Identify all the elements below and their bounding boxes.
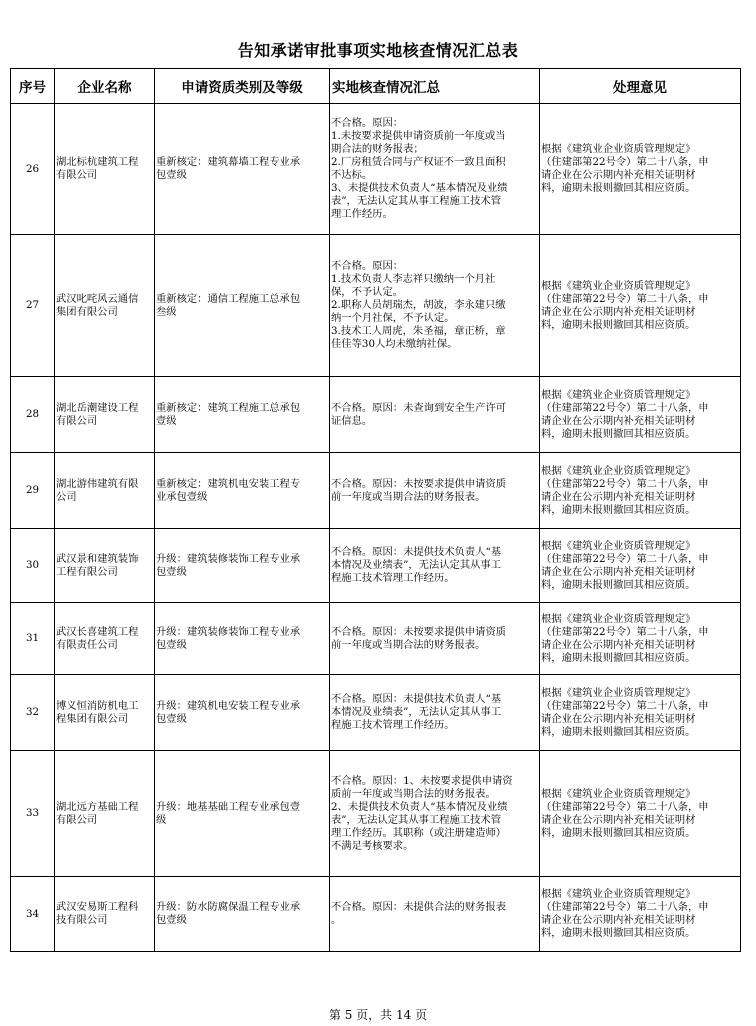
table-row (11, 529, 741, 603)
cell-opinion-line: 请企业在公示期内补充相关证明材 (541, 813, 696, 826)
cell-seq: 32 (11, 675, 55, 751)
cell-seq: 27 (11, 235, 55, 377)
cell-qualification-line: 重新核定：建筑机电安装工程专 (156, 477, 301, 490)
cell-check-line: 2、未提供技术负责人“基本情况及业绩 (331, 800, 508, 813)
cell-seq: 34 (11, 877, 55, 952)
cell-check-line: 表”，无法认定其从事工程施工技术管 (331, 195, 502, 207)
cell-company-line: 有限公司 (56, 169, 98, 181)
cell-opinion (540, 235, 741, 377)
cell-check-line: 前一年度或当期合法的财务报表。 (331, 490, 486, 503)
cell-check-line: 本情况及业绩表”，无法认定其从事工 (331, 559, 502, 571)
table-row (11, 453, 741, 529)
cell-qualification (155, 675, 330, 751)
cell-opinion (540, 877, 741, 952)
cell-check-line: 不合格。原因：未提供技术负责人“基 (331, 693, 502, 705)
cell-company-line: 有限公司 (56, 813, 98, 826)
cell-seq: 28 (11, 377, 55, 453)
cell-company-line: 武汉叱咤风云通信 (56, 292, 139, 305)
cell-qualification (155, 877, 330, 952)
cell-qualification-line: 重新核定：通信工程施工总承包 (156, 292, 301, 305)
cell-check-line: 表”，无法认定其从事工程施工技术管 (331, 813, 502, 826)
cell-check-line: 2.职称人员胡瑞杰，胡波，李永建只缴 (331, 299, 506, 311)
cell-opinion-line: 请企业在公示期内补充相关证明材 (541, 638, 696, 651)
cell-opinion-line: 请企业在公示期内补充相关证明材 (541, 169, 696, 181)
table-row (11, 104, 741, 235)
cell-check-line: 理工作经历。其职称（或注册建造师） (331, 826, 507, 839)
cell-company-line: 湖北远方基础工程 (56, 800, 139, 813)
cell-seq: 31 (11, 603, 55, 675)
cell-qualification (155, 751, 330, 877)
cell-company (55, 104, 155, 235)
table-row (11, 877, 741, 952)
cell-check-line: 1.未按要求提供申请资质前一年度或当 (331, 130, 506, 142)
cell-check-line: 期合法的财务报表； (331, 143, 424, 155)
cell-company-line: 湖北游伟建筑有限 (56, 477, 139, 490)
cell-qualification-line: 包壹级 (156, 169, 187, 181)
cell-opinion-line: 料，逾期未报则撤回其相应资质。 (541, 927, 696, 939)
table-row (11, 751, 741, 877)
cell-check-line: 不合格。原因：未按要求提供申请资质 (331, 477, 507, 490)
cell-check (330, 453, 540, 529)
cell-opinion-line: 请企业在公示期内补充相关证明材 (541, 565, 696, 578)
cell-qualification-line: 包壹级 (156, 914, 187, 926)
cell-opinion-line: 料，逾期未报则撤回其相应资质。 (541, 503, 696, 516)
cell-company (55, 603, 155, 675)
cell-check-line: 不合格。原因：未按要求提供申请资质 (331, 625, 507, 638)
cell-qualification-line: 升级：防水防腐保温工程专业承 (156, 901, 301, 913)
cell-opinion (540, 104, 741, 235)
cell-company-line: 程集团有限公司 (56, 712, 129, 725)
cell-company-line: 武汉安易斯工程科 (56, 901, 139, 913)
cell-qualification-line: 重新核定：建筑工程施工总承包 (156, 401, 301, 414)
cell-qualification-line: 包壹级 (156, 638, 187, 651)
cell-seq: 33 (11, 751, 55, 877)
cell-check-line: 理工作经历。 (331, 208, 393, 220)
document-title: 告知承诺审批事项实地核查情况汇总表 (237, 41, 519, 60)
cell-check (330, 751, 540, 877)
cell-opinion-line: （住建部第22号令）第二十八条，申 (541, 625, 709, 638)
verification-summary-table (10, 68, 741, 952)
cell-opinion-line: （住建部第22号令）第二十八条，申 (541, 292, 709, 305)
cell-check (330, 377, 540, 453)
cell-qualification-line: 升级：建筑装修装饰工程专业承 (156, 552, 301, 565)
cell-company (55, 877, 155, 952)
cell-check-line: 不满足考核要求。 (331, 839, 414, 852)
cell-company (55, 377, 155, 453)
cell-qualification-line: 升级：建筑机电安装工程专业承 (156, 699, 301, 712)
cell-company (55, 453, 155, 529)
cell-qualification (155, 603, 330, 675)
header-qualification: 申请资质类别及等级 (155, 69, 330, 104)
cell-opinion-line: 料，逾期未报则撤回其相应资质。 (541, 578, 696, 591)
cell-qualification (155, 104, 330, 235)
cell-check-line: 保，不予认定。 (331, 286, 404, 298)
cell-check-line: 3.技术工人周虎，朱圣福，章正桥，章 (331, 325, 506, 337)
cell-opinion-line: 料，逾期未报则撤回其相应资质。 (541, 826, 696, 839)
cell-check-line: 不合格。原因：未查询到安全生产许可 (331, 401, 507, 414)
cell-company-line: 武汉长喜建筑工程 (56, 625, 139, 638)
cell-qualification-line: 包壹级 (156, 565, 187, 578)
cell-opinion-line: 根据《建筑业企业资质管理规定》 (541, 279, 696, 292)
cell-opinion-line: （住建部第22号令）第二十八条，申 (541, 552, 709, 565)
cell-check-line: 1.技术负责人李志祥只缴纳一个月社 (331, 273, 496, 285)
cell-company-line: 湖北标杭建筑工程 (56, 156, 139, 168)
cell-qualification-line: 级 (156, 813, 167, 826)
cell-qualification (155, 235, 330, 377)
cell-check-line: 质前一年度或当期合法的财务报表。 (331, 787, 496, 800)
cell-opinion-line: 料，逾期未报则撤回其相应资质。 (541, 182, 696, 194)
cell-opinion-line: 请企业在公示期内补充相关证明材 (541, 914, 696, 926)
cell-opinion-line: 根据《建筑业企业资质管理规定》 (541, 539, 696, 552)
cell-opinion-line: 请企业在公示期内补充相关证明材 (541, 414, 696, 427)
cell-check (330, 675, 540, 751)
cell-company-line: 集团有限公司 (56, 305, 118, 318)
cell-check-line: 不合格。原因：未提供技术负责人“基 (331, 546, 502, 558)
cell-opinion-line: 根据《建筑业企业资质管理规定》 (541, 888, 696, 900)
table-row (11, 603, 741, 675)
cell-check (330, 235, 540, 377)
cell-check-line: 不合格。原因：1、未按要求提供申请资 (331, 774, 513, 787)
cell-opinion (540, 751, 741, 877)
table-row (11, 675, 741, 751)
cell-check-line: 不合格。原因： (331, 117, 404, 129)
cell-qualification-line: 业承包壹级 (156, 490, 208, 503)
cell-opinion-line: 料，逾期未报则撤回其相应资质。 (541, 725, 696, 738)
cell-company-line: 有限公司 (56, 414, 98, 427)
cell-opinion (540, 675, 741, 751)
cell-check (330, 104, 540, 235)
page-number: 第 5 页，共 14 页 (328, 1008, 428, 1022)
header-seq: 序号 (11, 69, 55, 104)
cell-check (330, 529, 540, 603)
cell-check (330, 877, 540, 952)
cell-company (55, 529, 155, 603)
cell-check-line: 3、未提供技术负责人“基本情况及业绩 (331, 182, 508, 194)
cell-qualification (155, 377, 330, 453)
cell-qualification (155, 453, 330, 529)
cell-company-line: 公司 (56, 490, 77, 503)
cell-opinion-line: 料，逾期未报则撤回其相应资质。 (541, 651, 696, 664)
cell-qualification-line: 升级：建筑装修装饰工程专业承 (156, 625, 301, 638)
header-check: 实地核查情况汇总 (330, 69, 540, 104)
cell-check-line: 2.厂房租赁合同与产权证不一致且面积 (331, 156, 506, 168)
cell-opinion-line: （住建部第22号令）第二十八条，申 (541, 901, 709, 913)
cell-opinion (540, 453, 741, 529)
table-header-row (11, 69, 741, 104)
cell-opinion-line: （住建部第22号令）第二十八条，申 (541, 699, 709, 712)
cell-seq: 30 (11, 529, 55, 603)
cell-qualification-line: 叁级 (156, 305, 177, 318)
cell-opinion (540, 603, 741, 675)
cell-check-line: 不合格。原因：未提供合法的财务报表 (331, 901, 507, 913)
header-company: 企业名称 (55, 69, 155, 104)
cell-company-line: 有限责任公司 (56, 638, 118, 651)
cell-company-line: 技有限公司 (56, 914, 108, 926)
cell-opinion (540, 377, 741, 453)
cell-opinion-line: 根据《建筑业企业资质管理规定》 (541, 388, 696, 401)
cell-check-line: 佳佳等30人均未缴纳社保。 (331, 338, 458, 350)
cell-opinion-line: 根据《建筑业企业资质管理规定》 (541, 787, 696, 800)
cell-company (55, 751, 155, 877)
cell-opinion-line: （住建部第22号令）第二十八条，申 (541, 156, 709, 168)
cell-qualification-line: 包壹级 (156, 712, 187, 725)
cell-qualification-line: 壹级 (156, 414, 177, 427)
cell-opinion-line: 料，逾期未报则撤回其相应资质。 (541, 318, 696, 331)
cell-seq: 26 (11, 104, 55, 235)
cell-check-line: 证信息。 (331, 414, 373, 427)
cell-opinion-line: 根据《建筑业企业资质管理规定》 (541, 143, 696, 155)
cell-opinion-line: （住建部第22号令）第二十八条，申 (541, 800, 709, 813)
cell-qualification (155, 529, 330, 603)
cell-check-line: 前一年度或当期合法的财务报表。 (331, 638, 486, 651)
cell-check-line: 程施工技术管理工作经历。 (331, 572, 455, 584)
cell-company-line: 武汉景和建筑装饰 (56, 552, 139, 565)
cell-check-line: 本情况及业绩表”，无法认定其从事工 (331, 706, 502, 718)
cell-check-line: 。 (331, 914, 342, 926)
cell-opinion (540, 529, 741, 603)
table-body (11, 104, 741, 952)
cell-opinion-line: 请企业在公示期内补充相关证明材 (541, 490, 696, 503)
header-opinion: 处理意见 (540, 69, 741, 104)
cell-opinion-line: 请企业在公示期内补充相关证明材 (541, 305, 696, 318)
cell-opinion-line: （住建部第22号令）第二十八条，申 (541, 477, 709, 490)
cell-check-line: 不达标。 (331, 169, 373, 181)
cell-check-line: 纳一个月社保，不予认定。 (331, 312, 455, 324)
cell-opinion-line: 根据《建筑业企业资质管理规定》 (541, 686, 696, 699)
table-row (11, 377, 741, 453)
cell-check (330, 603, 540, 675)
cell-opinion-line: 根据《建筑业企业资质管理规定》 (541, 464, 696, 477)
cell-opinion-line: 料，逾期未报则撤回其相应资质。 (541, 427, 696, 440)
cell-company (55, 235, 155, 377)
cell-opinion-line: 请企业在公示期内补充相关证明材 (541, 712, 696, 725)
table-row (11, 235, 741, 377)
cell-qualification-line: 重新核定：建筑幕墙工程专业承 (156, 156, 301, 168)
cell-check-line: 程施工技术管理工作经历。 (331, 719, 455, 731)
cell-check-line: 不合格。原因： (331, 260, 404, 272)
cell-qualification-line: 升级：地基基础工程专业承包壹 (156, 800, 301, 813)
cell-opinion-line: （住建部第22号令）第二十八条，申 (541, 401, 709, 414)
cell-seq: 29 (11, 453, 55, 529)
cell-company-line: 博义恒消防机电工 (56, 699, 139, 712)
cell-company-line: 湖北岳潮建设工程 (56, 401, 139, 414)
cell-company-line: 工程有限公司 (56, 565, 118, 578)
cell-company (55, 675, 155, 751)
cell-opinion-line: 根据《建筑业企业资质管理规定》 (541, 612, 696, 625)
